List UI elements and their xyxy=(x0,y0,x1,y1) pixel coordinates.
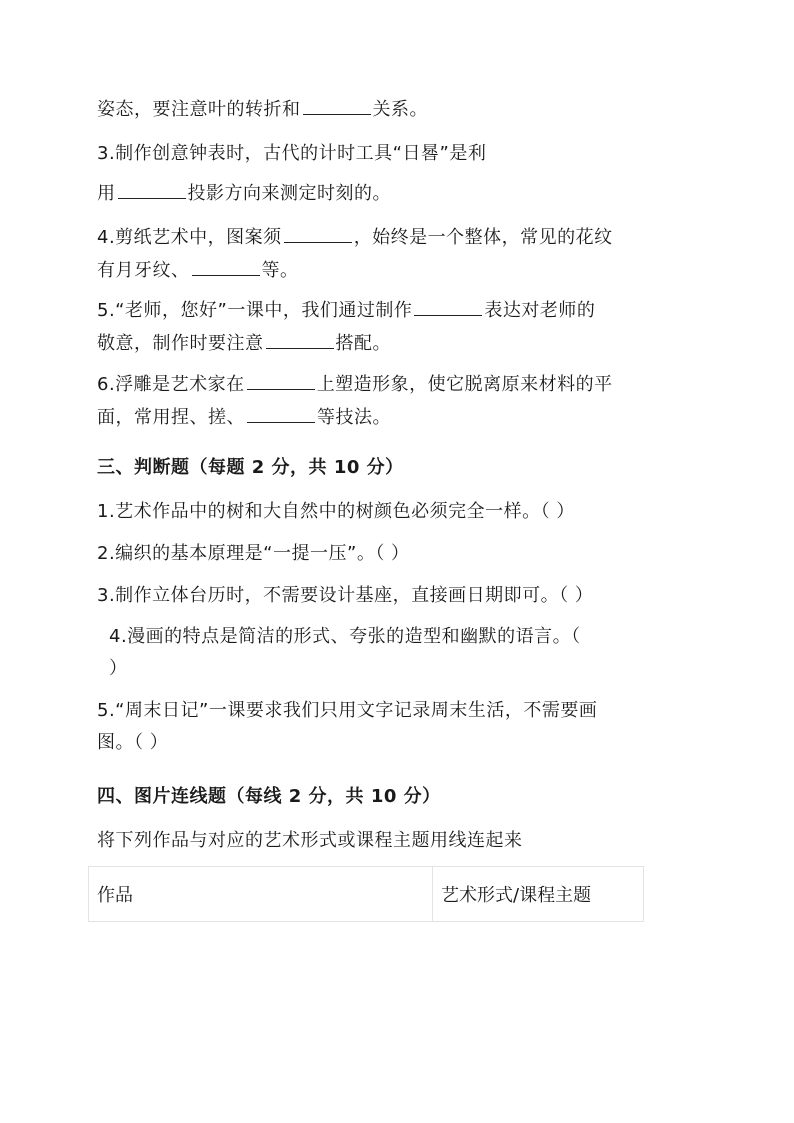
judge-question-5-line-2: 图。（ ） xyxy=(97,732,169,753)
question-4-line-1: 4.剪纸艺术中，图案须 ，始终是一个整体，常见的花纹 xyxy=(97,224,613,250)
answer-blank[interactable] xyxy=(192,257,260,276)
question-3-line-1: 3.制作创意钟表时，古代的计时工具“日晷”是利 xyxy=(97,143,487,164)
answer-blank[interactable] xyxy=(414,297,482,316)
fill-line-2-tail: 姿态，要注意叶的转折和 关系。 xyxy=(97,96,428,122)
judge-question-4-line-1: 4.漫画的特点是简洁的形式、夸张的造型和幽默的语言。（ xyxy=(109,626,581,647)
answer-blank[interactable] xyxy=(247,404,315,423)
question-3-line-2: 用 投影方向来测定时刻的。 xyxy=(97,180,391,206)
question-4-line-2: 有月牙纹、 等。 xyxy=(97,257,299,283)
answer-blank[interactable] xyxy=(247,371,315,390)
answer-blank[interactable] xyxy=(284,224,352,243)
matching-table xyxy=(88,866,644,922)
section-3-title: 三、判断题（每题 2 分，共 10 分） xyxy=(97,457,404,478)
judge-question-1: 1.艺术作品中的树和大自然中的树颜色必须完全一样。（ ） xyxy=(97,501,575,522)
section-4-instruction: 将下列作品与对应的艺术形式或课程主题用线连起来 xyxy=(97,830,523,851)
question-6-line-1: 6.浮雕是艺术家在 上塑造形象，使它脱离原来材料的平 xyxy=(97,371,613,397)
question-6-line-2: 面，常用捏、搓、 等技法。 xyxy=(97,404,391,430)
judge-question-2: 2.编织的基本原理是“一提一压”。（ ） xyxy=(97,543,410,564)
table-header-art-form: 艺术形式/课程主题 xyxy=(441,885,592,906)
section-4-title: 四、图片连线题（每线 2 分，共 10 分） xyxy=(97,786,441,807)
answer-blank[interactable] xyxy=(303,96,371,115)
question-5-line-2: 敬意，制作时要注意 搭配。 xyxy=(97,330,391,356)
question-5-line-1: 5.“老师，您好”一课中，我们通过制作 表达对老师的 xyxy=(97,297,595,323)
judge-question-3: 3.制作立体台历时，不需要设计基座，直接画日期即可。（ ） xyxy=(97,585,594,606)
answer-blank[interactable] xyxy=(118,180,186,199)
table-header-works: 作品 xyxy=(89,867,433,921)
judge-question-5-line-1: 5.“周末日记”一课要求我们只用文字记录周末生活，不需要画 xyxy=(97,700,598,721)
judge-question-4-line-2: ） xyxy=(109,658,128,679)
answer-blank[interactable] xyxy=(266,330,334,349)
